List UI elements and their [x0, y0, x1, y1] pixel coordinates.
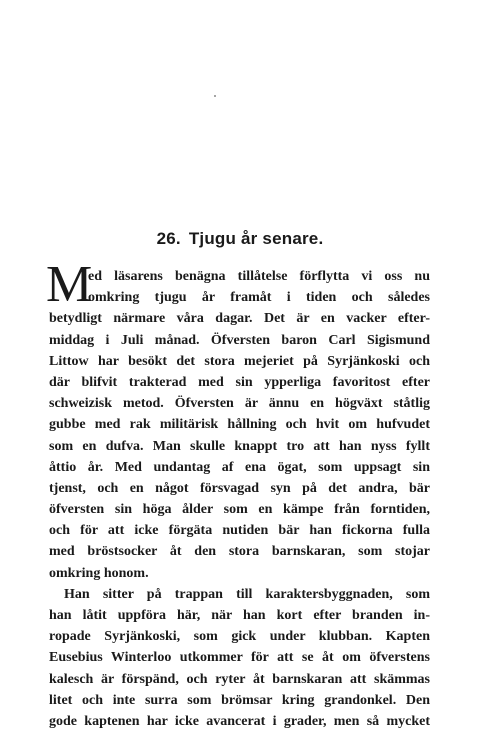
drop-cap: M [46, 256, 93, 313]
chapter-heading [0, 229, 480, 249]
text-line: kalesch är förspänd, och ryter åt barnskaran att skämmas [49, 671, 430, 687]
text-line: ed läsarens benägna tillåtelse förflytta vi oss nu [88, 269, 430, 284]
text-line: åttio år. Med undantag af ena ögat, som uppsagt sin [49, 459, 430, 475]
chapter-title: Tjugu år senare. [188, 229, 324, 248]
chapter-number: 26. [156, 229, 181, 248]
text-line: gubbe med rak militärisk hållning och hvit om hufvudet [49, 417, 430, 433]
text-line: tjenst, och en något försvagad syn på det andra, bär [49, 480, 430, 496]
text-line: omkring honom. [49, 565, 149, 581]
print-speck [214, 95, 216, 97]
text-line: litet och inte surra som brömsar kring grandonkel. Den [49, 692, 430, 708]
text-line: middag i Juli månad. Öfversten baron Carl Sigismund [49, 332, 430, 348]
text-line: gode kaptenen har icke avancerat i grader, men så mycket [49, 713, 430, 729]
text-line: betydligt närmare våra dagar. Det är en vacker efter- [49, 311, 430, 327]
text-line: schweizisk metod. Öfversten är ännu en högväxt ståtlig [49, 396, 430, 412]
text-line: och för att icke förgäta nutiden bär han fickorna fulla [49, 523, 430, 539]
chapter-body [46, 256, 430, 732]
text-line: han låtit uppföra här, när han kort efter branden in- [49, 608, 430, 623]
text-line: med bröstsocker åt den stora barnskaran, som stojar [49, 544, 430, 560]
text-line: omkring tjugu år framåt i tiden och således [88, 290, 430, 306]
text-line: Littow har besökt det stora mejeriet på Syrjänkoski och [49, 353, 430, 369]
text-line: där blifvit trakterad med sin ypperliga favoritost efter [49, 374, 430, 390]
text-line: Eusebius Winterloo utkommer för att se åt om öfverstens [49, 650, 430, 666]
text-line: som en dufva. Man skulle knappt tro att han nyss fyllt [49, 438, 430, 454]
text-line: öfversten sin höga ålder som en kämpe från forntiden, [49, 502, 430, 518]
text-line: Han sitter på trappan till karaktersbyggnaden, som [64, 586, 430, 602]
text-line: ropade Syrjänkoski, som gick under klubban. Kapten [49, 629, 430, 645]
